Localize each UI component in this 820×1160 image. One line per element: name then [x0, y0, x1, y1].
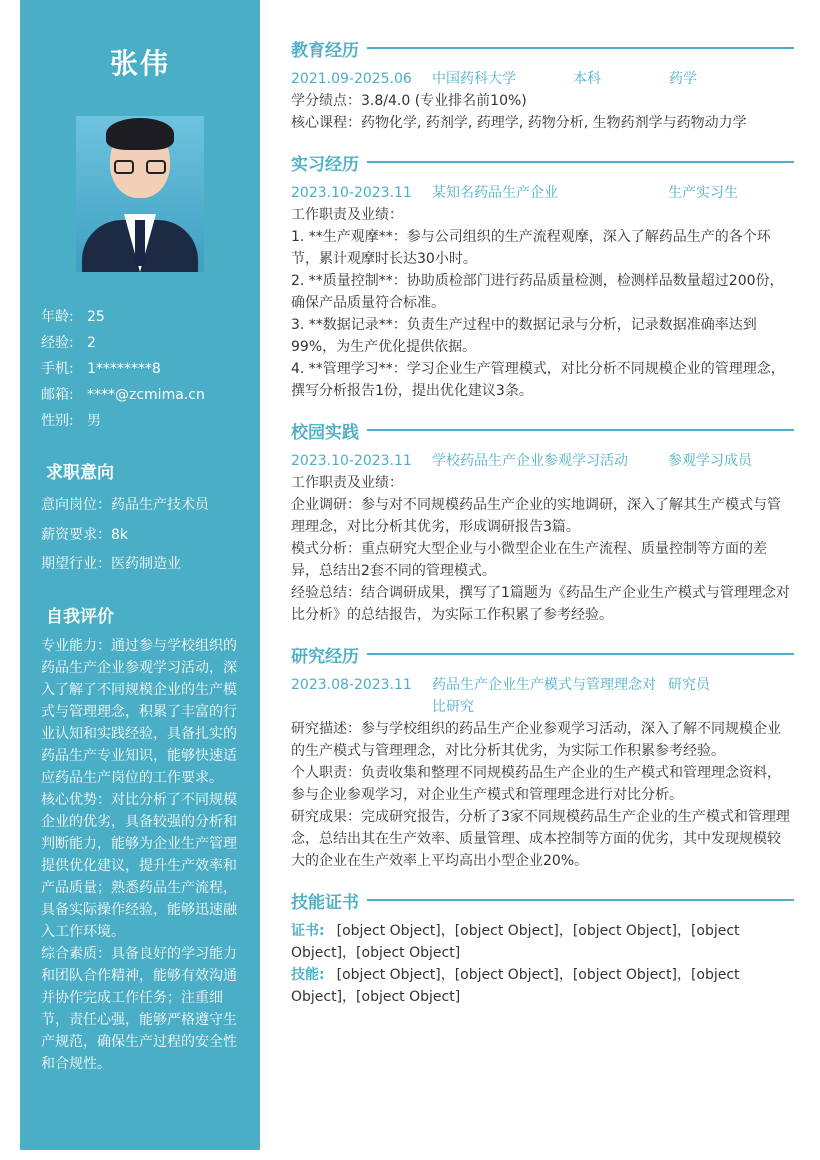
section-divider — [367, 899, 794, 901]
cert-label: 证书: — [291, 923, 325, 939]
edu-major: 药学 — [669, 71, 697, 87]
intent-position: 意向岗位：药品生产技术员 — [41, 497, 209, 513]
info-age: 年龄: 25 — [41, 309, 105, 325]
intern-line: 2. **质量控制**：协助质检部门进行药品质量检测，检测样品数量超过200份，确保产品质量符合标准。 — [291, 273, 784, 311]
skill-label: 技能: — [291, 967, 325, 983]
campus-line: 模式分析：重点研究大型企业与小微型企业在生产流程、质量控制等方面的差异，总结出2套不同的管理模式。 — [291, 541, 767, 579]
job-intent — [41, 491, 260, 580]
education-section — [291, 36, 794, 134]
research-date: 2023.08-2023.11 — [291, 677, 412, 693]
profile-photo — [76, 116, 204, 272]
info-email: 邮箱: ****@zcmima.cn — [41, 387, 205, 403]
intern-date: 2023.10-2023.11 — [291, 185, 412, 201]
intern-line: 4. **管理学习**：学习企业生产管理模式，对比分析不同规模企业的管理理念，撰写分析报告1份，提出优化建议3条。 — [291, 361, 785, 399]
section-title: 实习经历 — [291, 154, 359, 175]
campus-line: 工作职责及业绩： — [291, 475, 403, 491]
section-title: 校园实践 — [291, 422, 359, 443]
section-title: 教育经历 — [291, 40, 359, 61]
eval-paragraph: 核心优势：对比分析了不同规模企业的优劣，具备较强的分析和判断能力，能够为企业生产管理提供优化建议，提升生产效率和产品质量；熟悉药品生产流程，具备实际操作经验，能够迅速融入工作环境。 — [41, 791, 237, 940]
skill-value: [object Object]，[object Object]，[object Object]，[object Object]，[object Object] — [291, 967, 740, 1005]
campus-org: 学校药品生产企业参观学习活动 — [432, 453, 628, 469]
intent-salary: 薪资要求：8k — [41, 526, 129, 543]
research-project: 药品生产企业生产模式与管理理念对比研究 — [432, 677, 656, 715]
research-line: 研究描述：参与学校组织的药品生产企业参观学习活动，深入了解不同规模企业的生产模式与管理理念，对比分析其优劣，为实际工作积累参考经验。 — [291, 721, 781, 759]
edu-school: 中国药科大学 — [432, 71, 516, 87]
info-gender: 性别: 男 — [41, 413, 101, 429]
intern-role: 生产实习生 — [668, 185, 738, 201]
sidebar — [20, 0, 260, 1150]
edu-line: 核心课程：药物化学, 药剂学, 药理学, 药物分析, 生物药剂学与药物动力学 — [291, 115, 747, 131]
intern-line: 1. **生产观摩**：参与公司组织的生产流程观摩，深入了解药品生产的各个环节，累计观摩时长达30小时。 — [291, 229, 771, 267]
edu-date: 2021.09-2025.06 — [291, 71, 412, 87]
self-eval-title: 自我评价 — [46, 606, 114, 627]
campus-line: 企业调研：参与对不同规模药品生产企业的实地调研，深入了解其生产模式与管理理念，对比分析其优劣，形成调研报告3篇。 — [291, 497, 781, 535]
section-title: 研究经历 — [291, 646, 359, 667]
cert-value: [object Object]，[object Object]，[object Object]，[object Object]，[object Object] — [291, 923, 740, 961]
section-divider — [367, 47, 794, 49]
intent-industry: 期望行业：医药制造业 — [41, 556, 181, 572]
research-section — [291, 642, 794, 872]
info-phone: 手机: 1********8 — [41, 361, 161, 377]
campus-role: 参观学习成员 — [668, 453, 752, 469]
campus-date: 2023.10-2023.11 — [291, 453, 412, 469]
info-experience: 经验: 2 — [41, 335, 96, 351]
internship-section — [291, 150, 794, 402]
skills-section — [291, 888, 794, 1008]
edu-degree: 本科 — [573, 71, 601, 87]
intern-company: 某知名药品生产企业 — [432, 185, 558, 201]
section-title: 技能证书 — [291, 892, 359, 913]
skill-line — [291, 964, 794, 1008]
campus-section — [291, 418, 794, 626]
intern-line: 3. **数据记录**：负责生产过程中的数据记录与分析，记录数据准确率达到99%，为生产优化提供依据。 — [291, 317, 757, 355]
intern-line: 工作职责及业绩： — [291, 207, 403, 223]
research-line: 个人职责：负责收集和整理不同规模药品生产企业的生产模式和管理理念资料，参与企业参观学习，对企业生产模式和管理理念进行对比分析。 — [291, 765, 781, 803]
basic-info — [41, 304, 260, 434]
intent-title: 求职意向 — [46, 463, 114, 483]
research-line: 研究成果：完成研究报告，分析了3家不同规模药品生产企业的生产模式和管理理念，总结出其在生产效率、质量管理、成本控制等方面的优劣，其中发现规模较大的企业在生产效率上平均高出小型企业20%。 — [291, 809, 790, 869]
campus-line: 经验总结：结合调研成果，撰写了1篇题为《药品生产企业生产模式与管理理念对比分析》的总结报告，为实际工作积累了参考经验。 — [291, 585, 790, 623]
section-divider — [367, 429, 794, 431]
eval-paragraph: 综合素质：具备良好的学习能力和团队合作精神，能够有效沟通并协作完成工作任务；注重细节，责任心强，能够严格遵守生产规范，确保生产过程的安全性和合规性。 — [41, 945, 237, 1072]
edu-line: 学分绩点：3.8/4.0 (专业排名前10%) — [291, 93, 527, 109]
section-divider — [367, 161, 794, 163]
cert-line — [291, 920, 794, 964]
eval-paragraph: 专业能力：通过参与学校组织的药品生产企业参观学习活动，深入了解了不同规模企业的生产模式与管理理念，积累了丰富的行业认知和实践经验，具备扎实的药品生产专业知识，能够快速适应药品生产岗位的工作要求。 — [41, 637, 237, 786]
candidate-name: 张伟 — [109, 47, 170, 80]
self-evaluation — [41, 635, 242, 1075]
section-divider — [367, 653, 794, 655]
research-role: 研究员 — [668, 677, 710, 693]
main-content — [291, 36, 794, 1024]
